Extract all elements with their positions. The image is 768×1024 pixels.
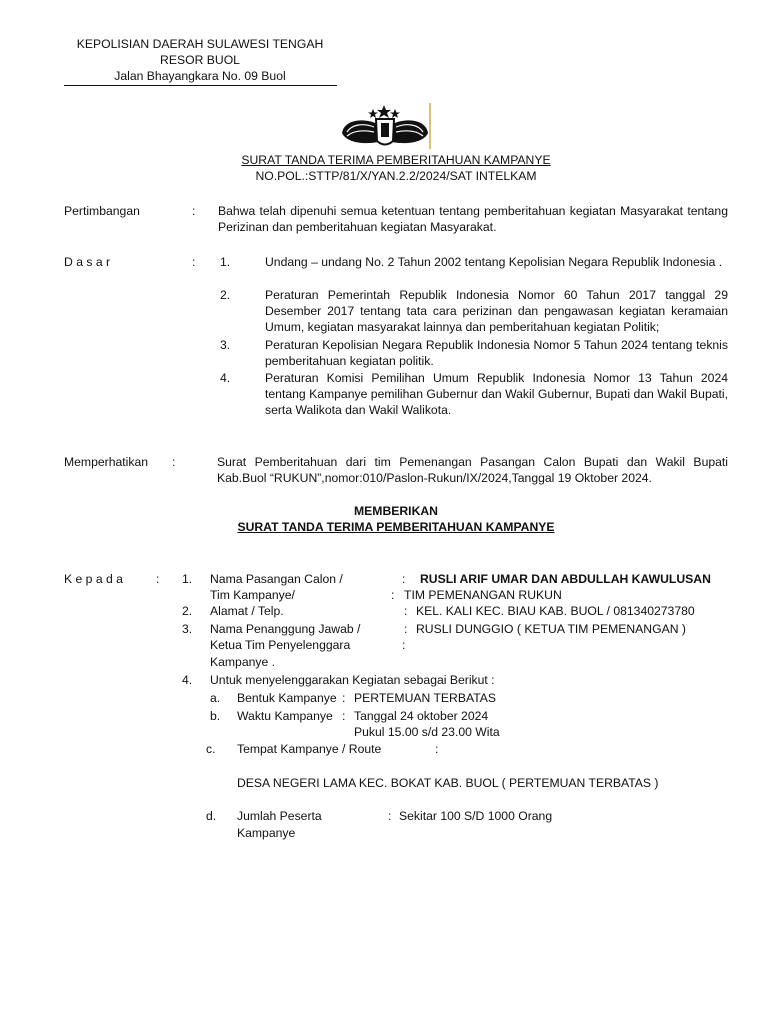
dasar-item-num: 1. — [220, 255, 231, 269]
dasar-item-num: 2. — [220, 288, 231, 302]
subitem-letter: a. — [210, 691, 221, 705]
dasar-item-text: Undang – undang No. 2 Tahun 2002 tentang Kepolisian Negara Republik Indonesia . — [265, 255, 723, 269]
dasar-item-num: 3. — [220, 338, 231, 352]
kepada-item-colon: : — [404, 622, 408, 636]
kepada-item-colon: : — [402, 572, 406, 586]
pertimbangan-label: Pertimbangan — [64, 204, 140, 218]
memperhatikan-text: Surat Pemberitahuan dari tim Pemenangan Pasangan Calon Bupati dan Wakil Bupati Kab.Buol “RUKUN”,nomor:010/Paslon-Rukun/IX/2024,Tanggal 19 Oktober 2024. — [217, 455, 728, 485]
kepada-label: K e p a d a — [64, 572, 123, 586]
dasar-item-num: 4. — [220, 371, 231, 385]
dasar-colon: : — [192, 255, 196, 269]
kepada-item-num: 1. — [182, 572, 193, 586]
subitem-label: Tempat Kampanye / Route — [237, 742, 382, 756]
kepada-item-num: 2. — [182, 604, 193, 618]
candidate-names: RUSLI ARIF UMAR DAN ABDULLAH KAWULUSAN — [420, 572, 711, 586]
document-title: SURAT TANDA TERIMA PEMBERITAHUAN KAMPANYE — [241, 153, 551, 167]
kepada-item-label: Ketua Tim Penyelenggara — [210, 638, 351, 652]
subitem-label: Waktu Kampanye — [237, 709, 333, 723]
dasar-item-text: Peraturan Komisi Pemilihan Umum Republik Indonesia Nomor 13 Tahun 2024 tentang Kampanye pemilihan Gubernur dan Wakil Gubernur, Bupati dan Wakil Bupati, serta Walikota dan Wakil Walikota. — [265, 371, 728, 417]
kepada-item-label: Nama Penanggung Jawab / — [210, 622, 361, 636]
subitem-label: Jumlah Peserta — [237, 809, 322, 823]
agency-resort: RESOR BUOL — [160, 53, 240, 67]
subitem-label: Bentuk Kampanye — [237, 691, 337, 705]
subitem-colon: : — [435, 742, 439, 756]
campaign-date: Tanggal 24 oktober 2024 — [354, 709, 489, 723]
subitem-colon: : — [388, 809, 392, 823]
memberikan-subheading: SURAT TANDA TERIMA PEMBERITAHUAN KAMPANYE — [237, 520, 555, 534]
responsible-person: RUSLI DUNGGIO ( KETUA TIM PEMENANGAN ) — [416, 622, 686, 636]
subitem-letter: b. — [210, 709, 221, 723]
kepada-item-num: 3. — [182, 622, 193, 636]
subitem-colon: : — [342, 709, 346, 723]
pertimbangan-text: Bahwa telah dipenuhi semua ketentuan tentang pemberitahuan kegiatan Masyarakat tentang Perizinan dan pemberitahuan kegiatan Masyarakat. — [218, 204, 728, 234]
kepada-item-text: Untuk menyelenggarakan Kegiatan sebagai Berikut : — [210, 673, 495, 687]
agency-address: Jalan Bhayangkara No. 09 Buol — [114, 69, 286, 83]
pertimbangan-colon: : — [192, 204, 196, 218]
subitem-letter: c. — [206, 742, 216, 756]
subitem-letter: d. — [206, 809, 217, 823]
memperhatikan-colon: : — [172, 455, 176, 469]
letterhead-rule — [64, 85, 337, 86]
dasar-label: D a s a r — [64, 255, 111, 269]
campaign-location: DESA NEGERI LAMA KEC. BOKAT KAB. BUOL ( PERTEMUAN TERBATAS ) — [237, 776, 659, 790]
subitem-colon: : — [342, 691, 346, 705]
dasar-item-text: Peraturan Pemerintah Republik Indonesia Nomor 60 Tahun 2017 tanggal 29 Desember 2017 tentang tata cara perizinan dan pengawasan kegiatan keramaian Umum, kegiatan masyarakat lainnya dan pemberitahuan kegiatan Politik; — [265, 288, 728, 334]
subitem-label: Kampanye — [237, 826, 296, 840]
kepada-item-num: 4. — [182, 673, 193, 687]
kepada-item-label: Kampanye . — [210, 655, 276, 669]
kepada-item-colon: : — [391, 588, 395, 602]
memperhatikan-label: Memperhatikan — [64, 455, 148, 469]
kepada-item-colon: : — [404, 604, 408, 618]
police-emblem-icon — [336, 103, 434, 150]
agency-name: KEPOLISIAN DAERAH SULAWESI TENGAH — [76, 37, 324, 51]
kepada-item-label: Alamat / Telp. — [210, 604, 284, 618]
document-number: NO.POL.:STTP/81/X/YAN.2.2/2024/SAT INTELKAM — [255, 169, 537, 183]
dasar-item-text: Peraturan Kepolisian Negara Republik Indonesia Nomor 5 Tahun 2024 tentang teknis pemberitahuan kegiatan politik. — [265, 338, 728, 368]
campaign-type: PERTEMUAN TERBATAS — [354, 691, 496, 705]
participant-count: Sekitar 100 S/D 1000 Orang — [399, 809, 553, 823]
kepada-colon: : — [156, 572, 160, 586]
campaign-team: TIM PEMENANGAN RUKUN — [404, 588, 562, 602]
address-phone: KEL. KALI KEC. BIAU KAB. BUOL / 081340273780 — [416, 604, 695, 618]
kepada-item-label: Nama Pasangan Calon / — [210, 572, 343, 586]
campaign-time: Pukul 15.00 s/d 23.00 Wita — [354, 725, 500, 739]
kepada-item-colon: : — [402, 638, 406, 652]
kepada-item-label: Tim Kampanye/ — [210, 588, 295, 602]
memberikan-heading: MEMBERIKAN — [354, 504, 438, 518]
